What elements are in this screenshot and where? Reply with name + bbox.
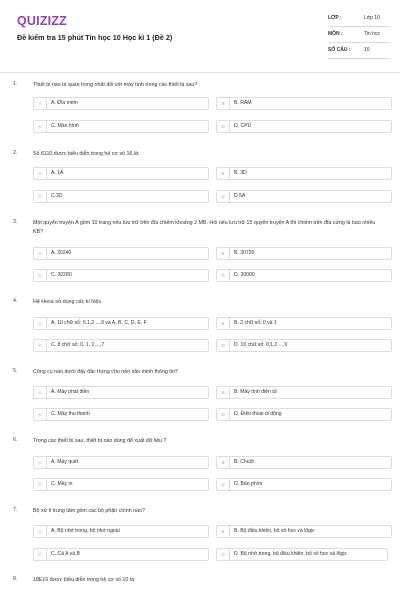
option-letter: A [34,526,47,537]
option-a[interactable] [33,317,209,330]
question-number: 5. [13,368,18,374]
question-number: 3. [13,219,18,225]
meta-label: LỚP : [328,15,342,21]
option-letter: D [217,191,230,202]
option-b[interactable] [216,456,392,469]
question-text: Công cụ nào dưới đây đặc trưng cho nền văn minh thông tin? [33,369,178,375]
option-c[interactable] [33,548,209,561]
option-text: D. Bộ nhớ trong, bộ điều khiển, bộ số học và lôgic [234,551,347,557]
option-text: A. Bộ nhớ trong, bộ nhớ ngoài [51,528,120,534]
option-d[interactable] [216,478,392,491]
option-text: D. 30000 [234,272,255,278]
option-a[interactable] [33,456,209,469]
option-letter: C [34,479,47,490]
option-d[interactable] [216,548,388,561]
option-text: A. Máy phát điện [51,389,90,395]
option-text: B. 30720 [234,250,255,256]
option-text: B. Chuột [234,459,254,465]
option-letter: C [34,270,47,281]
option-letter: D [217,340,230,351]
option-c[interactable] [33,120,209,133]
option-letter: C [34,121,47,132]
option-letter: A [34,248,47,259]
option-c[interactable] [33,478,209,491]
question-number: 8. [13,576,18,582]
question-text: Trong các thiết bị sau, thiết bị nào dùng để xuất dữ liệu ? [33,438,167,444]
option-letter: D [217,479,230,490]
option-text: C.2D [51,193,63,199]
option-text: B. RAM [234,100,252,106]
meta-value: Lớp 10 [364,15,380,21]
option-text: C. Máy in [51,481,73,487]
option-letter: A [34,168,47,179]
option-letter: B [217,457,230,468]
option-letter: B [217,98,230,109]
option-b[interactable] [216,97,392,110]
option-a[interactable] [33,525,209,538]
option-text: A. Đĩa mềm [51,100,78,106]
option-letter: A [34,387,47,398]
question-text: Hệ Hexa sử dụng các kí hiệu [33,299,102,305]
option-text: D. CPU [234,123,252,129]
option-letter: B [217,168,230,179]
option-b[interactable] [216,167,392,180]
option-letter: C [34,340,47,351]
question-number: 7. [13,507,18,513]
option-letter: D [217,549,230,560]
option-text: B. 3D [234,170,247,176]
option-letter: B [217,248,230,259]
option-a[interactable] [33,97,209,110]
option-letter: D [217,409,230,420]
option-letter: B [217,526,230,537]
option-d[interactable] [216,190,392,203]
option-c[interactable] [33,269,209,282]
option-b[interactable] [216,247,392,260]
option-letter: D [217,121,230,132]
meta-value: 10 [364,47,370,53]
option-letter: B [217,387,230,398]
option-b[interactable] [216,317,392,330]
option-text: C. Cả A và B [51,551,80,557]
option-text: A. 10 chữ số: 0,1,2 ...,9 và A, B, C, D, E, F [51,320,147,326]
option-letter: C [34,409,47,420]
option-text: C. 8 chữ số: 0, 1, 2,...,7 [51,342,105,348]
meta-label: MÔN : [328,31,343,37]
option-text: D.5A [234,193,246,199]
question-text: Bộ xử lí trung tâm gồm các bộ phận chính nào? [33,508,145,514]
option-letter: A [34,98,47,109]
question-number: 6. [13,437,18,443]
question-text: Thiết bị nào là quan trọng nhất đối với máy tính trong các thiết bị sau? [33,82,198,88]
option-c[interactable] [33,339,209,352]
option-letter: C [34,191,47,202]
option-text: B. Bộ điều khiển, bộ số học và lôgic [234,528,315,534]
option-text: D. Điện thoại di động [234,411,282,417]
quiz-title: Đề kiểm tra 15 phút Tin học 10 Học kì 1 (Đề 2) [17,33,173,42]
option-text: A. Máy quét [51,459,79,465]
option-text: C. 30280 [51,272,72,278]
option-text: C. Máy thu thanh [51,411,90,417]
option-letter: B [217,318,230,329]
question-text: Số 6110 được biểu diễn trong hệ cơ số 16 là: [33,151,140,157]
option-a[interactable] [33,247,209,260]
option-d[interactable] [216,408,392,421]
option-d[interactable] [216,269,392,282]
question-number: 1. [13,81,18,87]
option-text: B. 2 chữ số: 0 và 1 [234,320,277,326]
option-c[interactable] [33,190,209,203]
option-a[interactable] [33,167,209,180]
quizizz-logo: QUIZIZZ [17,14,68,28]
option-c[interactable] [33,408,209,421]
option-a[interactable] [33,386,209,399]
option-text: A. 20240 [51,250,72,256]
option-d[interactable] [216,120,392,133]
option-text: D. 10 chữ số: 0,1,2 ...,9 [234,342,288,348]
meta-label: SỐ CÂU : [328,47,351,53]
question-number: 4. [13,298,18,304]
question-number: 2. [13,150,18,156]
question-text: Một quyển truyện A gồm 10 trang nếu lưu trữ trên đĩa chiếm khoảng 2 MB. Hỏi nếu lưu trữ 15 quyển truyện A thì chiếm trên đĩa cứng là bao nhiêu KB? [33,220,376,235]
option-b[interactable] [216,386,392,399]
option-b[interactable] [216,525,392,538]
option-letter: D [217,270,230,281]
option-letter: A [34,318,47,329]
option-d[interactable] [216,339,392,352]
option-letter: A [34,457,47,468]
option-text: D. Bàn phím [234,481,263,487]
option-text: A. 1A [51,170,64,176]
option-text: C. Màn hình [51,123,79,129]
question-text: 18E16 được biểu diễn trong hệ cơ số 10 là: [33,577,136,583]
meta-value: Tin học [364,31,381,37]
option-letter: C [34,549,47,560]
option-text: B. Máy tính điện tử [234,389,278,395]
